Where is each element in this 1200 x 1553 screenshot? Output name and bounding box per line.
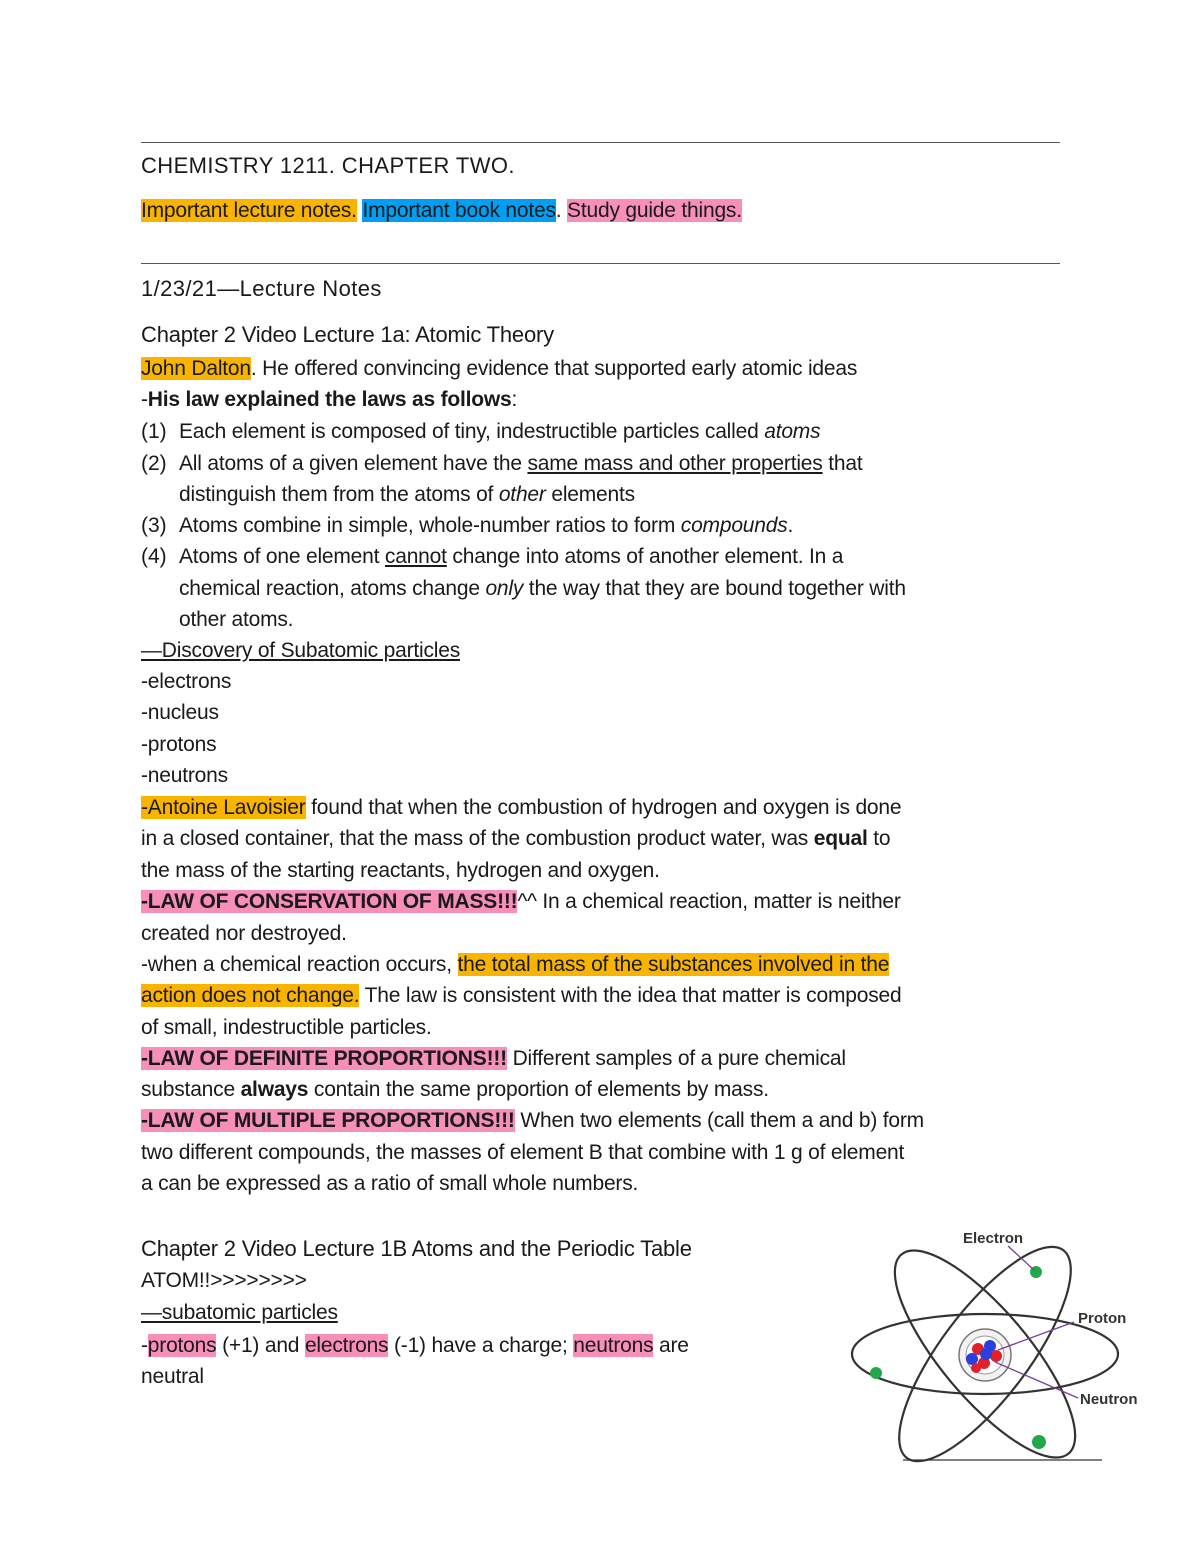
lavoisier-text-2: in a closed container, that the mass of the combustion product water, was bbox=[141, 827, 814, 850]
particle-neutrons: -neutrons bbox=[141, 764, 228, 787]
neutrons-highlight: neutrons bbox=[573, 1334, 654, 1357]
multiple-line-1 bbox=[141, 1108, 924, 1134]
item3-text: Atoms combine in simple, whole-number ratios to form bbox=[179, 514, 681, 537]
doc-title: CHEMISTRY 1211. CHAPTER TWO. bbox=[141, 153, 515, 178]
item2-line2: distinguish them from the atoms of bbox=[179, 483, 499, 506]
list-item-3 bbox=[179, 513, 793, 539]
lavoisier-line-3: the mass of the starting reactants, hydrogen and oxygen. bbox=[141, 859, 660, 882]
neutrons-are: are bbox=[653, 1334, 689, 1357]
list-number-1: (1) bbox=[141, 420, 167, 443]
electrons-highlight: electrons bbox=[304, 1334, 389, 1357]
dalton-text: . He offered convincing evidence that supported early atomic ideas bbox=[250, 357, 858, 380]
when-line-2 bbox=[141, 983, 901, 1009]
subatomic-heading: —Discovery of Subatomic particles bbox=[141, 639, 461, 662]
electron-pointer bbox=[1008, 1246, 1034, 1270]
definite-law: -LAW OF DEFINITE PROPORTIONS!!! bbox=[141, 1047, 507, 1070]
law-dash: - bbox=[141, 388, 148, 411]
item2-line2-tail: elements bbox=[545, 483, 635, 506]
dalton-name: John Dalton bbox=[141, 357, 251, 380]
neutron-label: Neutron bbox=[1080, 1391, 1138, 1408]
list-item-4-cont bbox=[179, 576, 906, 602]
item3-tail: . bbox=[787, 514, 794, 537]
item2-italic: other bbox=[498, 483, 546, 506]
item2-text: All atoms of a given element have the bbox=[179, 452, 528, 475]
when-line-1 bbox=[141, 952, 889, 978]
electron-label: Electron bbox=[963, 1230, 1024, 1247]
item2-underline: same mass and other properties bbox=[527, 452, 823, 475]
lavoisier-name: -Antoine Lavoisier bbox=[141, 796, 306, 819]
when-line-3: of small, indestructible particles. bbox=[141, 1016, 432, 1039]
highlight-legend bbox=[141, 198, 742, 224]
item4-tail: change into atoms of another element. In a bbox=[446, 545, 844, 568]
definite-bold: always bbox=[240, 1078, 309, 1101]
definite-line-1 bbox=[141, 1046, 846, 1072]
legend-book-dot: . bbox=[555, 199, 562, 222]
item4-underline: cannot bbox=[384, 545, 447, 568]
list-item-2 bbox=[179, 451, 862, 477]
multiple-line-3: a can be expressed as a ratio of small whole numbers. bbox=[141, 1172, 639, 1195]
lecture-1b-heading: Chapter 2 Video Lecture 1B Atoms and the Periodic Table bbox=[141, 1236, 692, 1261]
list-item-1 bbox=[179, 419, 820, 445]
section-rule bbox=[141, 263, 1060, 264]
when-highlight-2: action does not change. bbox=[141, 984, 360, 1007]
lavoisier-text-1: found that when the combustion of hydrogen and oxygen is done bbox=[305, 796, 902, 819]
particle-protons: -protons bbox=[141, 733, 217, 756]
top-rule bbox=[141, 142, 1060, 143]
multiple-law: -LAW OF MULTIPLE PROPORTIONS!!! bbox=[141, 1109, 515, 1132]
list-item-4 bbox=[179, 544, 843, 570]
item4-line2: chemical reaction, atoms change bbox=[179, 577, 486, 600]
electrons-charge: (-1) have a charge; bbox=[388, 1334, 574, 1357]
charge-dash: - bbox=[141, 1334, 148, 1357]
law-intro bbox=[141, 387, 517, 413]
definite-text-2: substance bbox=[141, 1078, 241, 1101]
neutron bbox=[980, 1348, 992, 1360]
item3-italic: compounds bbox=[680, 514, 788, 537]
item4-italic: only bbox=[485, 577, 524, 600]
particle-electrons: -electrons bbox=[141, 670, 232, 693]
item2-tail: that bbox=[822, 452, 863, 475]
charge-line bbox=[141, 1333, 689, 1359]
protons-charge: (+1) and bbox=[216, 1334, 305, 1357]
definite-text-2-tail: contain the same proportion of elements by mass. bbox=[308, 1078, 769, 1101]
proton-pointer bbox=[998, 1322, 1074, 1350]
item1-italic: atoms bbox=[764, 420, 821, 443]
conservation-line-2: created nor destroyed. bbox=[141, 922, 347, 945]
dalton-line bbox=[141, 356, 857, 382]
item4-text: Atoms of one element bbox=[179, 545, 385, 568]
list-item-4-cont2: other atoms. bbox=[179, 608, 294, 631]
list-number-2: (2) bbox=[141, 452, 167, 475]
list-number-4: (4) bbox=[141, 545, 167, 568]
legend-book: Important book notes bbox=[362, 199, 556, 222]
conservation-law: -LAW OF CONSERVATION OF MASS!!! bbox=[141, 890, 518, 913]
proton-label: Proton bbox=[1078, 1310, 1127, 1327]
lavoisier-text-2-tail: to bbox=[867, 827, 891, 850]
list-item-2-cont bbox=[179, 482, 635, 508]
conservation-text: ^^ In a chemical reaction, matter is neither bbox=[517, 890, 901, 913]
list-number-3: (3) bbox=[141, 514, 167, 537]
atom-diagram bbox=[848, 1222, 1153, 1467]
legend-study: Study guide things. bbox=[567, 199, 742, 222]
definite-line-2 bbox=[141, 1077, 769, 1103]
proton bbox=[971, 1363, 981, 1373]
law-colon: : bbox=[511, 388, 518, 411]
electron bbox=[1032, 1435, 1046, 1449]
when-text: -when a chemical reaction occurs, bbox=[141, 953, 458, 976]
atom-line: ATOM!!>>>>>>>> bbox=[141, 1269, 307, 1292]
multiple-text: When two elements (call them a and b) form bbox=[514, 1109, 924, 1132]
protons-highlight: protons bbox=[147, 1334, 217, 1357]
item1-text: Each element is composed of tiny, indestructible particles called bbox=[179, 420, 765, 443]
neutral-line: neutral bbox=[141, 1365, 204, 1388]
lavoisier-bold: equal bbox=[813, 827, 868, 850]
conservation-line-1 bbox=[141, 889, 901, 915]
electron bbox=[870, 1367, 882, 1379]
multiple-line-2: two different compounds, the masses of element B that combine with 1 g of element bbox=[141, 1141, 905, 1164]
proton bbox=[990, 1350, 1002, 1362]
legend-lecture: Important lecture notes. bbox=[141, 199, 357, 222]
subatomic-particles-heading: —subatomic particles bbox=[141, 1301, 338, 1324]
when-text-2: The law is consistent with the idea that matter is composed bbox=[359, 984, 902, 1007]
lavoisier-line-2 bbox=[141, 826, 890, 852]
particle-nucleus: -nucleus bbox=[141, 701, 219, 724]
lavoisier-line-1 bbox=[141, 795, 901, 821]
lecture-1a-heading: Chapter 2 Video Lecture 1a: Atomic Theory bbox=[141, 322, 554, 347]
law-bold: His law explained the laws as follows bbox=[147, 388, 512, 411]
date-heading: 1/23/21—Lecture Notes bbox=[141, 276, 382, 301]
definite-text: Different samples of a pure chemical bbox=[506, 1047, 846, 1070]
item4-line2-tail: the way that they are bound together with bbox=[523, 577, 906, 600]
when-highlight-1: the total mass of the substances involved in the bbox=[457, 953, 890, 976]
